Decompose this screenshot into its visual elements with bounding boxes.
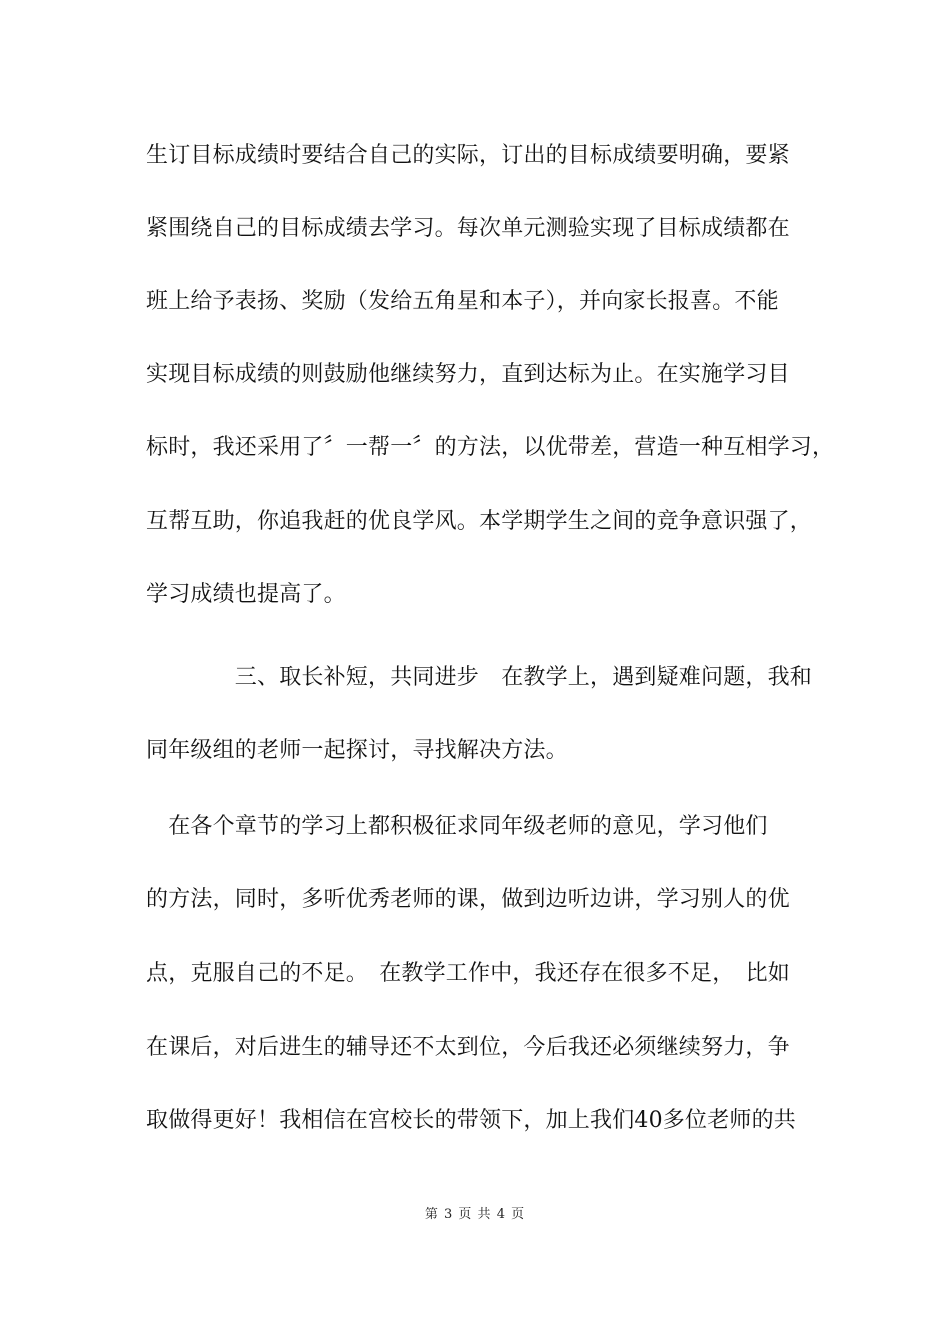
body-line-11: 的方法，同时，多听优秀老师的课，做到边听边讲，学习别人的优 — [146, 887, 790, 912]
section-heading-line: 三、取长补短，共同进步 在教学上，遇到疑难问题，我和 — [146, 665, 813, 690]
body-line-6: 互帮互助，你追我赶的优良学风。本学期学生之间的竞争意识强了， — [146, 509, 813, 534]
body-line-2: 紧围绕自己的目标成绩去学习。每次单元测验实现了目标成绩都在 — [146, 216, 790, 241]
body-line-13: 在课后，对后进生的辅导还不太到位，今后我还必须继续努力，争 — [146, 1035, 790, 1060]
body-line-3: 班上给予表扬、奖励（发给五角星和本子），并向家长报喜。不能 — [146, 289, 779, 314]
body-line-14: 取做得更好！我相信在宫校长的带领下，加上我们40多位老师的共 — [146, 1108, 796, 1133]
body-line-1: 生订目标成绩时要结合自己的实际，订出的目标成绩要明确，要紧 — [146, 143, 790, 168]
body-line-7: 学习成绩也提高了。 — [146, 582, 346, 607]
body-line-5: 标时，我还采用了〞一帮一〞的方法，以优带差，营造一种互相学习， — [146, 435, 835, 460]
page-number-footer: 第 3 页 共 4 页 — [424, 1207, 526, 1222]
body-line-12: 点，克服自己的不足。 在教学工作中，我还存在很多不足， 比如 — [146, 961, 791, 986]
body-line-10: 在各个章节的学习上都积极征求同年级老师的意见，学习他们 — [146, 814, 768, 839]
body-line-4: 实现目标成绩的则鼓励他继续努力，直到达标为止。在实施学习目 — [146, 362, 790, 387]
body-line-9: 同年级组的老师一起探讨，寻找解决方法。 — [146, 738, 568, 763]
